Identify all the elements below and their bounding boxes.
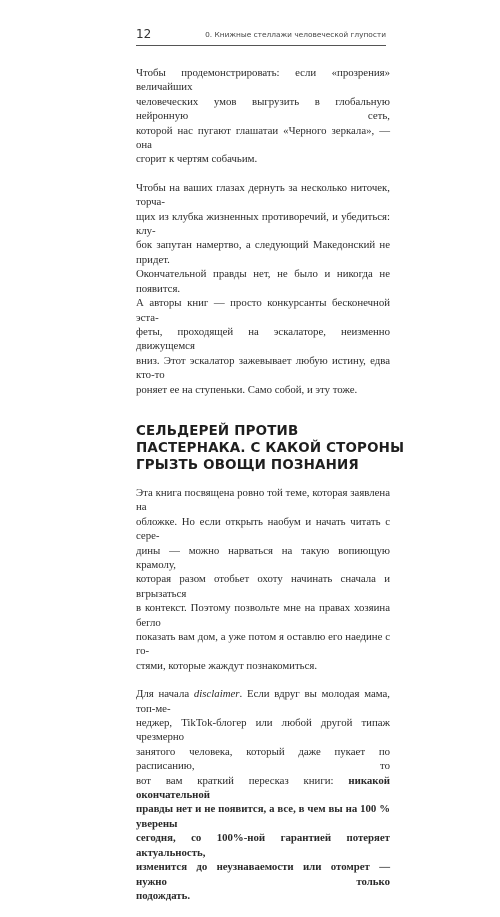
running-title: 0. Книжные стеллажи человеческой глупости xyxy=(205,30,386,39)
text-run: . Если вдруг вы молодая мама, топ-ме- xyxy=(136,688,390,715)
bold-summary-line: изменится до неузнаваемости или отомрет — нужно только xyxy=(136,861,390,888)
text-line: бок запутан намертво, а следующий Македонский не придет. xyxy=(136,239,390,266)
bold-summary: никакой окончательной xyxy=(136,774,390,802)
paragraph-4 xyxy=(136,687,390,903)
text-line: стями, которые жаждут познакомиться. xyxy=(136,659,318,672)
heading-line: ГРЫЗТЬ ОВОЩИ ПОЗНАНИЯ xyxy=(136,457,359,473)
text-run: вот вам краткий пересказ книги: xyxy=(136,774,349,787)
text-line: в контекст. Поэтому позвольте мне на правах хозяина бегло xyxy=(136,602,390,629)
text-line: обложке. Но если открыть наобум и начать читать с сере- xyxy=(136,515,390,543)
paragraph-3 xyxy=(136,486,390,673)
text-line: Эта книга посвящена ровно той теме, которая заявлена на xyxy=(136,486,390,514)
heading-line: СЕЛЬДЕРЕЙ ПРОТИВ xyxy=(136,423,299,439)
text-line: которая разом отобьет охоту начинать сначала и вгрызаться xyxy=(136,573,390,600)
text-line: Чтобы продемонстрировать: если «прозрения» величайших xyxy=(136,67,390,94)
text-line: феты, проходящей на эскалаторе, неизменно движущемся xyxy=(136,325,390,353)
text-line xyxy=(136,774,390,803)
text-run: Для начала xyxy=(136,688,194,701)
text-line: вниз. Этот эскалатор зажевывает любую истину, едва кто-то xyxy=(136,354,390,382)
text-line: Окончательной правды нет, не было и никогда не появится. xyxy=(136,268,390,295)
bold-summary-line: подождать. xyxy=(136,889,191,902)
paragraph-2 xyxy=(136,181,390,397)
page-header xyxy=(136,27,386,43)
page-number: 12 xyxy=(136,27,152,41)
text-line: дины — можно нарваться на такую вопиющую крамолу, xyxy=(136,544,390,571)
text-line: роняет ее на ступеньки. Само собой, и эту тоже. xyxy=(136,383,358,396)
text-line xyxy=(136,687,390,716)
section-heading xyxy=(136,423,405,474)
bold-summary-line: правды нет и не появится, а все, в чем вы на 100 % уверены xyxy=(136,803,390,830)
text-line: Чтобы на ваших глазах дернуть за несколько ниточек, торча- xyxy=(136,181,390,209)
text-line: человеческих умов выгрузить в глобальную нейронную сеть, xyxy=(136,95,390,123)
page-body xyxy=(136,66,405,917)
text-line: которой нас пугают глашатаи «Черного зеркала», — она xyxy=(136,124,390,152)
header-rule xyxy=(136,45,386,46)
text-line: сгорит к чертям собачьим. xyxy=(136,153,258,166)
text-line: неджер, TikTok-блогер или любой другой типаж чрезмерно xyxy=(136,717,390,744)
disclaimer-term: disclaimer xyxy=(193,688,240,701)
text-line: А авторы книг — просто конкурсанты бесконечной эста- xyxy=(136,297,390,324)
heading-line: ПАСТЕРНАКА. С КАКОЙ СТОРОНЫ xyxy=(136,440,405,456)
bold-summary-line: сегодня, со 100%-ной гарантией потеряет актуальность, xyxy=(136,832,390,859)
paragraph-1 xyxy=(136,66,390,167)
text-line: занятого человека, который даже пукает по расписанию, то xyxy=(136,745,390,773)
text-line: показать вам дом, а уже потом я оставлю его наедине с го- xyxy=(136,631,390,658)
text-line: щих из клубка жизненных противоречий, и убедиться: клу- xyxy=(136,210,390,238)
